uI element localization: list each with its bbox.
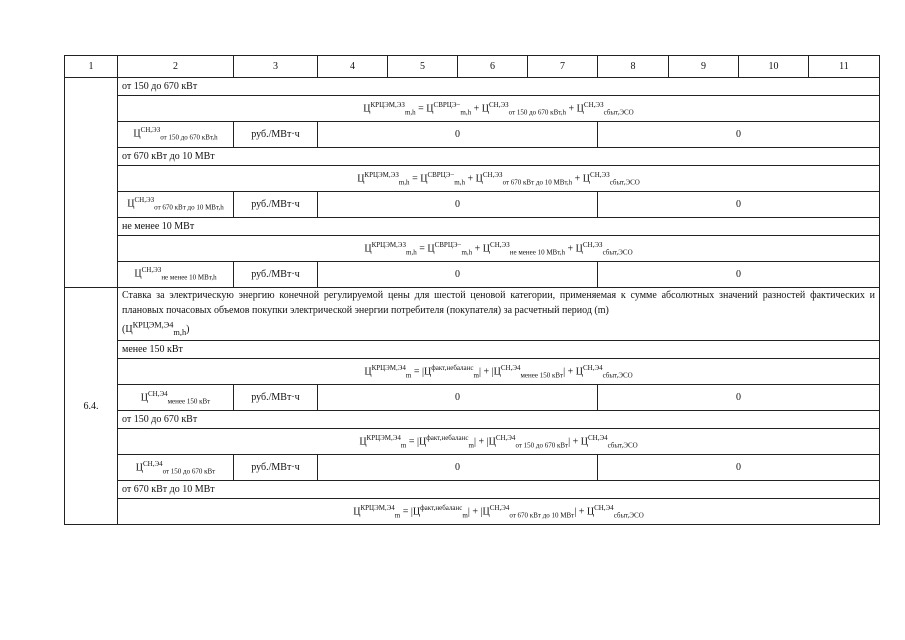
empty-number-cell [65,78,118,288]
value-cell: 0 [598,455,880,481]
unit-cell: руб./МВт·ч [234,262,318,288]
value-cell: 0 [318,192,598,218]
col-header: 11 [809,56,880,78]
symbol-cell: $Ц^{СН,Э4}_{менее 150 кВт}$ [118,385,234,411]
value-cell: 0 [598,122,880,148]
value-cell: 0 [598,262,880,288]
unit-cell: руб./МВт·ч [234,385,318,411]
formula: $Ц^{КРЦЭМ,ЭЗ}_{m,h} = Ц^{СВРЦЭ-}_{m,h} + Ц^{СН,ЭЗ}_{от 150 до 670 кВт,h} + Ц^{СН,ЭЗ}_{сбыт,ЭСО}$ [118,96,880,122]
header-row [65,56,880,78]
range-label: от 670 кВт до 10 МВт [118,148,880,166]
symbol-cell: $Ц^{СН,ЭЗ}_{не менее 10 МВт,h}$ [118,262,234,288]
symbol-cell: $Ц^{СН,Э4}_{от 150 до 670 кВт}$ [118,455,234,481]
col-header: 4 [318,56,388,78]
col-header: 5 [388,56,458,78]
value-cell: 0 [318,122,598,148]
value-cell: 0 [318,455,598,481]
value-cell: 0 [318,385,598,411]
col-header: 3 [234,56,318,78]
symbol-cell: $Ц^{СН,ЭЗ}_{от 670 кВт до 10 МВт,h}$ [118,192,234,218]
value-cell: 0 [598,385,880,411]
unit-cell: руб./МВт·ч [234,192,318,218]
unit-cell: руб./МВт·ч [234,455,318,481]
range-label: менее 150 кВт [118,341,880,359]
col-header: 2 [118,56,234,78]
value-cell: 0 [598,192,880,218]
tariff-table [64,55,880,525]
col-header: 6 [458,56,528,78]
col-header: 1 [65,56,118,78]
symbol-cell: $Ц^{СН,ЭЗ}_{от 150 до 670 кВт,h}$ [118,122,234,148]
col-header: 10 [739,56,809,78]
range-label: от 670 кВт до 10 МВт [118,481,880,499]
range-label: от 150 до 670 кВт [118,411,880,429]
col-header: 7 [528,56,598,78]
formula: $Ц^{КРЦЭМ,ЭЗ}_{m,h} = Ц^{СВРЦЭ-}_{m,h} + Ц^{СН,ЭЗ}_{от 670 кВт до 10 МВт,h} + Ц^{СН,ЭЗ}_{сбыт,ЭСО}$ [118,166,880,192]
value-cell: 0 [318,262,598,288]
formula: $Ц^{КРЦЭМ,ЭЗ}_{m,h} = Ц^{СВРЦЭ-}_{m,h} + Ц^{СН,ЭЗ}_{не менее 10 МВт,h} + Ц^{СН,ЭЗ}_{сбыт,ЭСО}$ [118,236,880,262]
range-label: от 150 до 670 кВт [118,78,880,96]
formula: $Ц^{КРЦЭМ,Э4}_m = |Ц^{факт,небаланс}_m| + |Ц^{СН,Э4}_{от 670 кВт до 10 МВт}| + Ц^{СН,Э4}_{сбыт,ЭСО}$ [118,499,880,525]
unit-cell: руб./МВт·ч [234,122,318,148]
col-header: 8 [598,56,669,78]
range-label: не менее 10 МВт [118,218,880,236]
formula: $Ц^{КРЦЭМ,Э4}_m = |Ц^{факт,небаланс}_m| + |Ц^{СН,Э4}_{от 150 до 670 кВт}| + Ц^{СН,Э4}_{сбыт,ЭСО}$ [118,429,880,455]
col-header: 9 [669,56,739,78]
item-number: 6.4. [65,288,118,525]
item-description: Ставка за электрическую энергию конечной регулируемой цены для шестой ценовой категории, применяемая к сумме абсолютных значений разностей фактических и плановых почасовых объемов покупки электрической энергии потребителя (покупателя) за расчетный период (m) $(Ц^{КРЦЭМ,Э4}_{m,h})$ [118,288,880,341]
formula: $Ц^{КРЦЭМ,Э4}_m = |Ц^{факт,небаланс}_m| + |Ц^{СН,Э4}_{менее 150 кВт}| + Ц^{СН,Э4}_{сбыт,ЭСО}$ [118,359,880,385]
